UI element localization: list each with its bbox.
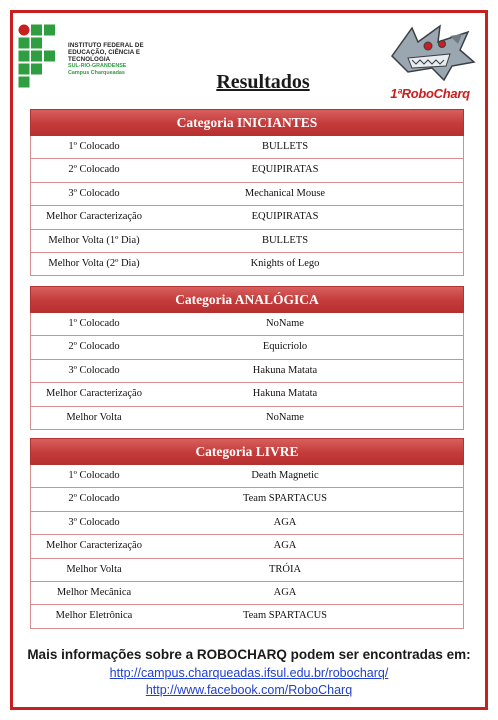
- table-row: [30, 407, 464, 430]
- row-label: Melhor Caracterização: [46, 211, 142, 223]
- row-value: TRÓIA: [268, 563, 302, 575]
- row-value: AGA: [273, 516, 297, 528]
- row-value: Mechanical Mouse: [244, 187, 326, 199]
- table-row: [30, 582, 464, 605]
- row-value: Team SPARTACUS: [242, 610, 328, 622]
- row-label: Melhor Volta (1º Dia): [48, 234, 140, 246]
- row-label: 3º Colocado: [68, 364, 120, 376]
- institute-line4: Campus Charqueadas: [68, 70, 125, 76]
- row-label: Melhor Eletrônica: [55, 610, 133, 622]
- if-logo-grid-icon: [18, 24, 64, 90]
- table-row: [30, 360, 464, 383]
- campus-link[interactable]: http://campus.charqueadas.ifsul.edu.br/robocharq/: [109, 666, 389, 680]
- page-title: Resultados: [216, 71, 310, 93]
- row-label: 1º Colocado: [68, 470, 120, 481]
- row-value: AGA: [273, 586, 297, 598]
- table-row: [30, 206, 464, 229]
- row-value: Knights of Lego: [250, 257, 320, 269]
- category-table-livre: [30, 438, 464, 629]
- table-row: [30, 253, 464, 276]
- table-row: [30, 512, 464, 535]
- row-label: Melhor Volta: [66, 563, 122, 575]
- table-row: [30, 159, 464, 182]
- row-label: 2º Colocado: [68, 493, 120, 505]
- shark-mascot-logo-icon: [388, 22, 476, 82]
- row-value: EQUIPIRATAS: [251, 211, 319, 223]
- row-value: AGA: [273, 540, 297, 552]
- category-header: Categoria LIVRE: [30, 438, 464, 465]
- table-row: [30, 559, 464, 582]
- table-row: [30, 230, 464, 253]
- row-label: 3º Colocado: [68, 516, 120, 528]
- category-header: Categoria INICIANTES: [30, 109, 464, 136]
- row-value: Equicriolo: [262, 341, 308, 353]
- table-row: [30, 336, 464, 359]
- table-row: [30, 183, 464, 206]
- table-row: [30, 465, 464, 488]
- footer-info-text: Mais informações sobre a ROBOCHARQ podem ser encontradas em:: [27, 647, 471, 662]
- row-label: Melhor Volta: [66, 411, 122, 423]
- row-value: EQUIPIRATAS: [251, 164, 319, 176]
- table-row: [30, 535, 464, 558]
- institute-line3: SUL-RIO-GRANDENSE: [68, 63, 127, 69]
- institute-name: [68, 42, 178, 77]
- row-label: Melhor Mecânica: [56, 586, 132, 598]
- row-value: Hakuna Matata: [252, 364, 318, 376]
- row-label: 3º Colocado: [68, 187, 120, 199]
- row-value: NoName: [266, 411, 304, 423]
- table-row: [30, 136, 464, 159]
- category-header: Categoria ANALÓGICA: [30, 286, 464, 313]
- row-label: 2º Colocado: [68, 341, 120, 353]
- row-label: 1º Colocado: [68, 141, 120, 152]
- row-label: Melhor Caracterização: [46, 540, 142, 552]
- institute-logo: [18, 24, 178, 94]
- row-label: 2º Colocado: [68, 164, 120, 176]
- category-table-analogica: [30, 286, 464, 430]
- table-row: [30, 313, 464, 336]
- row-value: NoName: [266, 318, 304, 329]
- row-label: Melhor Volta (2º Dia): [48, 257, 140, 269]
- table-row: [30, 383, 464, 406]
- row-label: 1º Colocado: [68, 318, 120, 329]
- table-row: [30, 488, 464, 511]
- row-value: BULLETS: [261, 234, 309, 246]
- institute-line2: EDUCAÇÃO, CIÊNCIA E TECNOLOGIA: [68, 49, 141, 63]
- row-label: Melhor Caracterização: [46, 388, 142, 400]
- category-table-iniciantes: [30, 109, 464, 276]
- row-value: Hakuna Matata: [252, 388, 318, 400]
- row-value: Death Magnetic: [251, 470, 319, 481]
- table-row: [30, 605, 464, 628]
- facebook-link[interactable]: http://www.facebook.com/RoboCharq: [145, 683, 353, 697]
- row-value: Team SPARTACUS: [242, 493, 328, 505]
- row-value: BULLETS: [261, 141, 309, 152]
- robocharq-logo-text: 1ªRoboCharq: [390, 86, 470, 101]
- footer: [14, 645, 484, 699]
- institute-line1: INSTITUTO FEDERAL DE: [68, 42, 144, 49]
